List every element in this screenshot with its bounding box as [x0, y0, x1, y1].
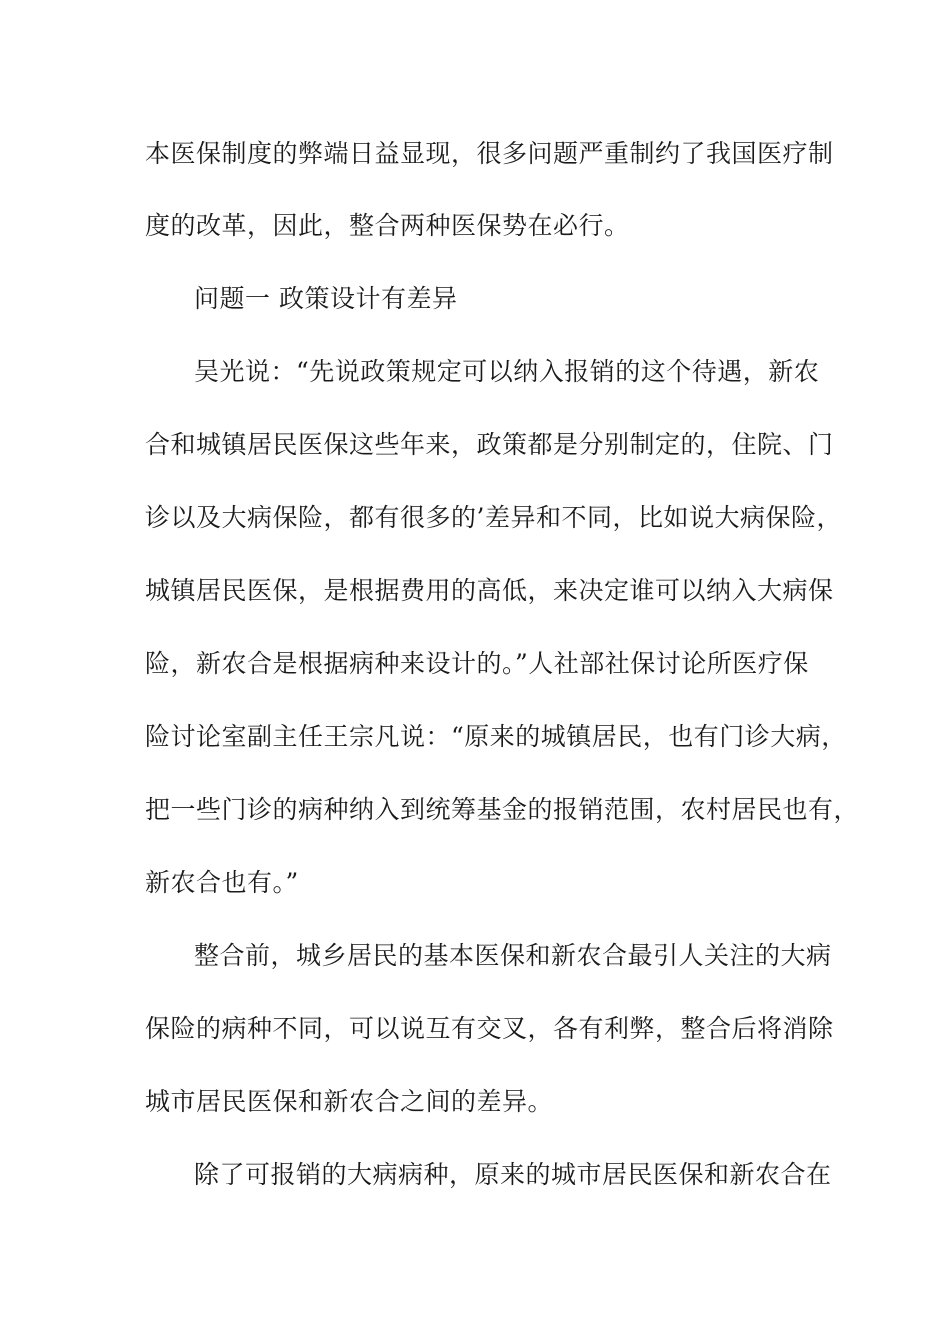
text-line: 本医保制度的弊端日益显现，很多问题严重制约了我国医疗制	[145, 139, 834, 168]
text-line: 把一些门诊的病种纳入到统筹基金的报销范围，农村居民也有，	[145, 795, 860, 824]
text-line: 保险的病种不同，可以说互有交叉，各有利弊，整合后将消除	[145, 1014, 834, 1043]
text-line: 新农合也有。”	[145, 868, 299, 897]
text-line: 除了可报销的大病病种，原来的城市居民医保和新农合在	[194, 1160, 832, 1189]
text-line: 合和城镇居民医保这些年来，政策都是分别制定的，住院、门	[145, 430, 834, 459]
text-line: 诊以及大病保险，都有很多的’差异和不同，比如说大病保险，	[145, 503, 842, 532]
text-line: 险讨论室副主任王宗凡说：“原来的城镇居民，也有门诊大病，	[145, 722, 847, 751]
text-line: 吴光说：“先说政策规定可以纳入报销的这个待遇，新农	[194, 357, 820, 386]
section-heading: 问题一 政策设计有差异	[194, 284, 458, 313]
text-line: 城镇居民医保，是根据费用的高低，来决定谁可以纳入大病保	[145, 576, 834, 605]
text-line: 城市居民医保和新农合之间的差异。	[145, 1087, 554, 1116]
text-line: 整合前，城乡居民的基本医保和新农合最引人关注的大病	[194, 941, 832, 970]
text-line: 度的改革，因此，整合两种医保势在必行。	[145, 211, 630, 240]
text-line: 险，新农合是根据病种来设计的。”人社部社保讨论所医疗保	[145, 649, 809, 678]
